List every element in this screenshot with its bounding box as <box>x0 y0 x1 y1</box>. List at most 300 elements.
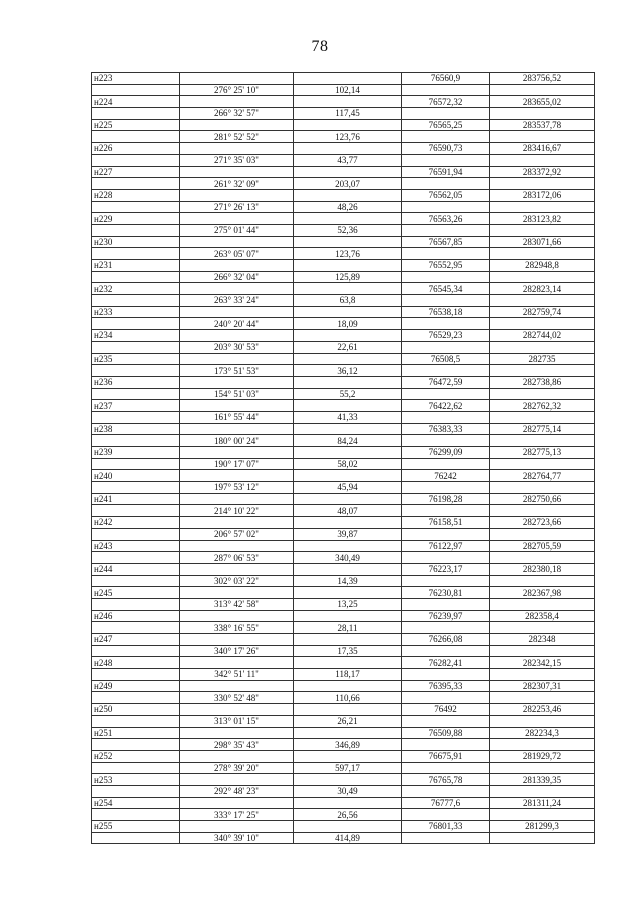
x-coordinate-cell <box>402 458 490 470</box>
point-id-cell <box>92 295 180 307</box>
direction-angle-cell: 271° 26' 13" <box>180 201 294 213</box>
point-id-cell <box>92 201 180 213</box>
distance-cell: 26,21 <box>294 715 402 727</box>
point-id-cell: н244 <box>92 563 180 575</box>
point-id-cell <box>92 271 180 283</box>
point-id-cell: н238 <box>92 423 180 435</box>
direction-angle-cell <box>180 400 294 412</box>
segment-row <box>92 645 595 657</box>
x-coordinate-cell: 76591,94 <box>402 166 490 178</box>
point-row <box>92 727 595 739</box>
y-coordinate-cell: 282762,32 <box>490 400 595 412</box>
direction-angle-cell: 333° 17' 25" <box>180 809 294 821</box>
y-coordinate-cell <box>490 575 595 587</box>
y-coordinate-cell: 282775,13 <box>490 447 595 459</box>
direction-angle-cell: 292° 48' 23" <box>180 785 294 797</box>
direction-angle-cell <box>180 750 294 762</box>
point-id-cell: н241 <box>92 493 180 505</box>
distance-cell <box>294 213 402 225</box>
distance-cell <box>294 400 402 412</box>
point-row <box>92 119 595 131</box>
direction-angle-cell <box>180 774 294 786</box>
x-coordinate-cell <box>402 762 490 774</box>
point-id-cell <box>92 365 180 377</box>
segment-row <box>92 411 595 423</box>
y-coordinate-cell: 282253,46 <box>490 704 595 716</box>
y-coordinate-cell: 283071,66 <box>490 236 595 248</box>
y-coordinate-cell <box>490 178 595 190</box>
distance-cell: 340,49 <box>294 552 402 564</box>
segment-row <box>92 692 595 704</box>
point-id-cell: н235 <box>92 353 180 365</box>
y-coordinate-cell: 282823,14 <box>490 283 595 295</box>
x-coordinate-cell <box>402 505 490 517</box>
point-row <box>92 563 595 575</box>
x-coordinate-cell <box>402 669 490 681</box>
point-row <box>92 587 595 599</box>
distance-cell <box>294 423 402 435</box>
segment-row <box>92 669 595 681</box>
y-coordinate-cell: 282380,18 <box>490 563 595 575</box>
distance-cell <box>294 821 402 833</box>
direction-angle-cell: 180° 00' 24" <box>180 435 294 447</box>
y-coordinate-cell <box>490 739 595 751</box>
distance-cell <box>294 540 402 552</box>
x-coordinate-cell <box>402 785 490 797</box>
point-row <box>92 166 595 178</box>
x-coordinate-cell <box>402 552 490 564</box>
direction-angle-cell <box>180 563 294 575</box>
point-row <box>92 96 595 108</box>
distance-cell: 45,94 <box>294 482 402 494</box>
point-id-cell: н233 <box>92 306 180 318</box>
distance-cell <box>294 634 402 646</box>
point-id-cell: н229 <box>92 213 180 225</box>
y-coordinate-cell <box>490 201 595 213</box>
point-id-cell <box>92 505 180 517</box>
y-coordinate-cell <box>490 785 595 797</box>
segment-row <box>92 178 595 190</box>
direction-angle-cell: 278° 39' 20" <box>180 762 294 774</box>
direction-angle-cell: 340° 39' 10" <box>180 832 294 844</box>
y-coordinate-cell <box>490 365 595 377</box>
point-id-cell: н240 <box>92 470 180 482</box>
point-id-cell: н236 <box>92 376 180 388</box>
x-coordinate-cell <box>402 739 490 751</box>
direction-angle-cell <box>180 493 294 505</box>
point-id-cell <box>92 785 180 797</box>
y-coordinate-cell <box>490 715 595 727</box>
x-coordinate-cell <box>402 178 490 190</box>
point-id-cell <box>92 388 180 400</box>
direction-angle-cell <box>180 470 294 482</box>
point-row <box>92 610 595 622</box>
direction-angle-cell: 313° 01' 15" <box>180 715 294 727</box>
direction-angle-cell: 287° 06' 53" <box>180 552 294 564</box>
point-id-cell <box>92 318 180 330</box>
segment-row <box>92 598 595 610</box>
distance-cell: 102,14 <box>294 84 402 96</box>
x-coordinate-cell <box>402 809 490 821</box>
point-id-cell: н230 <box>92 236 180 248</box>
direction-angle-cell <box>180 189 294 201</box>
direction-angle-cell: 266° 32' 57" <box>180 108 294 120</box>
direction-angle-cell <box>180 353 294 365</box>
segment-row <box>92 365 595 377</box>
point-id-cell <box>92 739 180 751</box>
y-coordinate-cell <box>490 809 595 821</box>
direction-angle-cell <box>180 283 294 295</box>
point-id-cell <box>92 482 180 494</box>
distance-cell: 123,76 <box>294 131 402 143</box>
point-id-cell: н247 <box>92 634 180 646</box>
distance-cell <box>294 260 402 272</box>
y-coordinate-cell <box>490 131 595 143</box>
direction-angle-cell <box>180 423 294 435</box>
x-coordinate-cell: 76198,28 <box>402 493 490 505</box>
x-coordinate-cell: 76565,25 <box>402 119 490 131</box>
y-coordinate-cell: 283756,52 <box>490 73 595 85</box>
direction-angle-cell: 298° 35' 43" <box>180 739 294 751</box>
direction-angle-cell: 206° 57' 02" <box>180 528 294 540</box>
x-coordinate-cell: 76239,97 <box>402 610 490 622</box>
point-row <box>92 306 595 318</box>
distance-cell <box>294 447 402 459</box>
segment-row <box>92 248 595 260</box>
direction-angle-cell: 263° 33' 24" <box>180 295 294 307</box>
point-row <box>92 517 595 529</box>
x-coordinate-cell: 76562,05 <box>402 189 490 201</box>
x-coordinate-cell <box>402 388 490 400</box>
distance-cell <box>294 119 402 131</box>
x-coordinate-cell <box>402 295 490 307</box>
segment-row <box>92 715 595 727</box>
point-id-cell: н226 <box>92 143 180 155</box>
y-coordinate-cell <box>490 505 595 517</box>
distance-cell <box>294 353 402 365</box>
y-coordinate-cell <box>490 552 595 564</box>
direction-angle-cell <box>180 73 294 85</box>
distance-cell <box>294 563 402 575</box>
direction-angle-cell: 154° 51' 03" <box>180 388 294 400</box>
segment-row <box>92 482 595 494</box>
y-coordinate-cell <box>490 762 595 774</box>
direction-angle-cell: 342° 51' 11" <box>180 669 294 681</box>
point-id-cell: н248 <box>92 657 180 669</box>
y-coordinate-cell: 283416,67 <box>490 143 595 155</box>
direction-angle-cell <box>180 587 294 599</box>
point-id-cell <box>92 154 180 166</box>
point-row <box>92 353 595 365</box>
point-id-cell: н250 <box>92 704 180 716</box>
direction-angle-cell <box>180 797 294 809</box>
y-coordinate-cell <box>490 411 595 423</box>
direction-angle-cell: 197° 53' 12" <box>180 482 294 494</box>
segment-row <box>92 271 595 283</box>
point-row <box>92 493 595 505</box>
direction-angle-cell <box>180 306 294 318</box>
point-id-cell <box>92 108 180 120</box>
x-coordinate-cell <box>402 598 490 610</box>
point-id-cell <box>92 528 180 540</box>
x-coordinate-cell <box>402 411 490 423</box>
distance-cell: 597,17 <box>294 762 402 774</box>
point-id-cell: н231 <box>92 260 180 272</box>
segment-row <box>92 318 595 330</box>
y-coordinate-cell: 282234,3 <box>490 727 595 739</box>
point-id-cell <box>92 832 180 844</box>
distance-cell: 17,35 <box>294 645 402 657</box>
direction-angle-cell <box>180 143 294 155</box>
point-id-cell <box>92 435 180 447</box>
x-coordinate-cell: 76765,78 <box>402 774 490 786</box>
point-id-cell <box>92 411 180 423</box>
point-id-cell: н255 <box>92 821 180 833</box>
distance-cell <box>294 680 402 692</box>
point-row <box>92 774 595 786</box>
point-row <box>92 400 595 412</box>
direction-angle-cell <box>180 236 294 248</box>
x-coordinate-cell <box>402 108 490 120</box>
point-row <box>92 73 595 85</box>
direction-angle-cell <box>180 260 294 272</box>
y-coordinate-cell <box>490 154 595 166</box>
x-coordinate-cell <box>402 622 490 634</box>
distance-cell <box>294 704 402 716</box>
distance-cell <box>294 610 402 622</box>
point-row <box>92 143 595 155</box>
segment-row <box>92 785 595 797</box>
x-coordinate-cell <box>402 271 490 283</box>
distance-cell: 30,49 <box>294 785 402 797</box>
x-coordinate-cell <box>402 832 490 844</box>
x-coordinate-cell <box>402 224 490 236</box>
x-coordinate-cell: 76801,33 <box>402 821 490 833</box>
distance-cell: 123,76 <box>294 248 402 260</box>
direction-angle-cell: 271° 35' 03" <box>180 154 294 166</box>
y-coordinate-cell: 283123,82 <box>490 213 595 225</box>
x-coordinate-cell <box>402 201 490 213</box>
point-id-cell: н245 <box>92 587 180 599</box>
point-id-cell <box>92 248 180 260</box>
x-coordinate-cell <box>402 365 490 377</box>
point-row <box>92 797 595 809</box>
y-coordinate-cell: 282750,66 <box>490 493 595 505</box>
y-coordinate-cell: 283172,06 <box>490 189 595 201</box>
point-id-cell: н251 <box>92 727 180 739</box>
point-id-cell <box>92 598 180 610</box>
segment-row <box>92 458 595 470</box>
point-row <box>92 470 595 482</box>
y-coordinate-cell: 283655,02 <box>490 96 595 108</box>
y-coordinate-cell: 282307,31 <box>490 680 595 692</box>
point-id-cell: н252 <box>92 750 180 762</box>
y-coordinate-cell: 282367,98 <box>490 587 595 599</box>
distance-cell: 414,89 <box>294 832 402 844</box>
y-coordinate-cell: 282738,86 <box>490 376 595 388</box>
segment-row <box>92 739 595 751</box>
direction-angle-cell <box>180 166 294 178</box>
x-coordinate-cell <box>402 692 490 704</box>
segment-row <box>92 575 595 587</box>
point-id-cell: н223 <box>92 73 180 85</box>
direction-angle-cell <box>180 376 294 388</box>
direction-angle-cell <box>180 540 294 552</box>
distance-cell <box>294 143 402 155</box>
direction-angle-cell <box>180 119 294 131</box>
point-row <box>92 330 595 342</box>
y-coordinate-cell: 282775,14 <box>490 423 595 435</box>
point-id-cell <box>92 458 180 470</box>
x-coordinate-cell: 76572,32 <box>402 96 490 108</box>
distance-cell: 63,8 <box>294 295 402 307</box>
point-id-cell: н249 <box>92 680 180 692</box>
direction-angle-cell: 313° 42' 58" <box>180 598 294 610</box>
x-coordinate-cell: 76422,62 <box>402 400 490 412</box>
x-coordinate-cell <box>402 341 490 353</box>
distance-cell <box>294 750 402 762</box>
point-id-cell <box>92 131 180 143</box>
direction-angle-cell: 330° 52' 48" <box>180 692 294 704</box>
x-coordinate-cell: 76777,6 <box>402 797 490 809</box>
y-coordinate-cell: 281299,3 <box>490 821 595 833</box>
point-id-cell: н239 <box>92 447 180 459</box>
distance-cell <box>294 306 402 318</box>
point-id-cell: н237 <box>92 400 180 412</box>
distance-cell: 48,07 <box>294 505 402 517</box>
point-id-cell <box>92 762 180 774</box>
y-coordinate-cell: 282705,59 <box>490 540 595 552</box>
direction-angle-cell <box>180 657 294 669</box>
y-coordinate-cell: 282358,4 <box>490 610 595 622</box>
point-id-cell: н246 <box>92 610 180 622</box>
distance-cell: 18,09 <box>294 318 402 330</box>
segment-row <box>92 131 595 143</box>
distance-cell: 52,36 <box>294 224 402 236</box>
segment-row <box>92 622 595 634</box>
point-id-cell <box>92 224 180 236</box>
point-id-cell <box>92 809 180 821</box>
direction-angle-cell <box>180 330 294 342</box>
segment-row <box>92 84 595 96</box>
y-coordinate-cell <box>490 271 595 283</box>
segment-row <box>92 762 595 774</box>
x-coordinate-cell: 76282,41 <box>402 657 490 669</box>
point-row <box>92 704 595 716</box>
x-coordinate-cell <box>402 482 490 494</box>
x-coordinate-cell: 76560,9 <box>402 73 490 85</box>
x-coordinate-cell: 76675,91 <box>402 750 490 762</box>
distance-cell: 28,11 <box>294 622 402 634</box>
distance-cell: 117,45 <box>294 108 402 120</box>
y-coordinate-cell: 282764,77 <box>490 470 595 482</box>
y-coordinate-cell: 282735 <box>490 353 595 365</box>
distance-cell <box>294 517 402 529</box>
direction-angle-cell <box>180 96 294 108</box>
distance-cell <box>294 283 402 295</box>
segment-row <box>92 832 595 844</box>
distance-cell <box>294 189 402 201</box>
point-row <box>92 283 595 295</box>
distance-cell <box>294 727 402 739</box>
x-coordinate-cell <box>402 131 490 143</box>
segment-row <box>92 154 595 166</box>
x-coordinate-cell <box>402 528 490 540</box>
page-number: 78 <box>311 38 329 55</box>
distance-cell: 14,39 <box>294 575 402 587</box>
direction-angle-cell <box>180 704 294 716</box>
distance-cell <box>294 470 402 482</box>
x-coordinate-cell: 76223,17 <box>402 563 490 575</box>
y-coordinate-cell <box>490 832 595 844</box>
distance-cell: 118,17 <box>294 669 402 681</box>
direction-angle-cell: 275° 01' 44" <box>180 224 294 236</box>
x-coordinate-cell: 76122,97 <box>402 540 490 552</box>
x-coordinate-cell <box>402 318 490 330</box>
x-coordinate-cell: 76552,95 <box>402 260 490 272</box>
direction-angle-cell <box>180 610 294 622</box>
point-id-cell <box>92 552 180 564</box>
distance-cell: 13,25 <box>294 598 402 610</box>
y-coordinate-cell <box>490 669 595 681</box>
segment-row <box>92 435 595 447</box>
point-id-cell: н253 <box>92 774 180 786</box>
y-coordinate-cell <box>490 645 595 657</box>
y-coordinate-cell <box>490 341 595 353</box>
point-id-cell <box>92 645 180 657</box>
point-id-cell: н225 <box>92 119 180 131</box>
y-coordinate-cell <box>490 622 595 634</box>
x-coordinate-cell: 76266,08 <box>402 634 490 646</box>
point-row <box>92 260 595 272</box>
distance-cell <box>294 587 402 599</box>
x-coordinate-cell <box>402 248 490 260</box>
point-id-cell <box>92 341 180 353</box>
segment-row <box>92 528 595 540</box>
direction-angle-cell: 214° 10' 22" <box>180 505 294 517</box>
y-coordinate-cell: 282723,66 <box>490 517 595 529</box>
distance-cell: 41,33 <box>294 411 402 423</box>
y-coordinate-cell <box>490 108 595 120</box>
direction-angle-cell <box>180 821 294 833</box>
point-id-cell <box>92 669 180 681</box>
x-coordinate-cell: 76472,59 <box>402 376 490 388</box>
y-coordinate-cell <box>490 482 595 494</box>
y-coordinate-cell: 281929,72 <box>490 750 595 762</box>
distance-cell: 48,26 <box>294 201 402 213</box>
x-coordinate-cell: 76590,73 <box>402 143 490 155</box>
y-coordinate-cell <box>490 528 595 540</box>
direction-angle-cell: 203° 30' 53" <box>180 341 294 353</box>
y-coordinate-cell <box>490 295 595 307</box>
point-id-cell <box>92 692 180 704</box>
point-row <box>92 634 595 646</box>
segment-row <box>92 341 595 353</box>
y-coordinate-cell: 283372,92 <box>490 166 595 178</box>
distance-cell <box>294 797 402 809</box>
y-coordinate-cell <box>490 692 595 704</box>
point-row <box>92 750 595 762</box>
coordinates-table <box>91 72 595 844</box>
segment-row <box>92 388 595 400</box>
direction-angle-cell: 276° 25' 10" <box>180 84 294 96</box>
point-id-cell <box>92 575 180 587</box>
y-coordinate-cell <box>490 248 595 260</box>
point-id-cell: н254 <box>92 797 180 809</box>
y-coordinate-cell: 283537,78 <box>490 119 595 131</box>
y-coordinate-cell <box>490 598 595 610</box>
direction-angle-cell <box>180 727 294 739</box>
